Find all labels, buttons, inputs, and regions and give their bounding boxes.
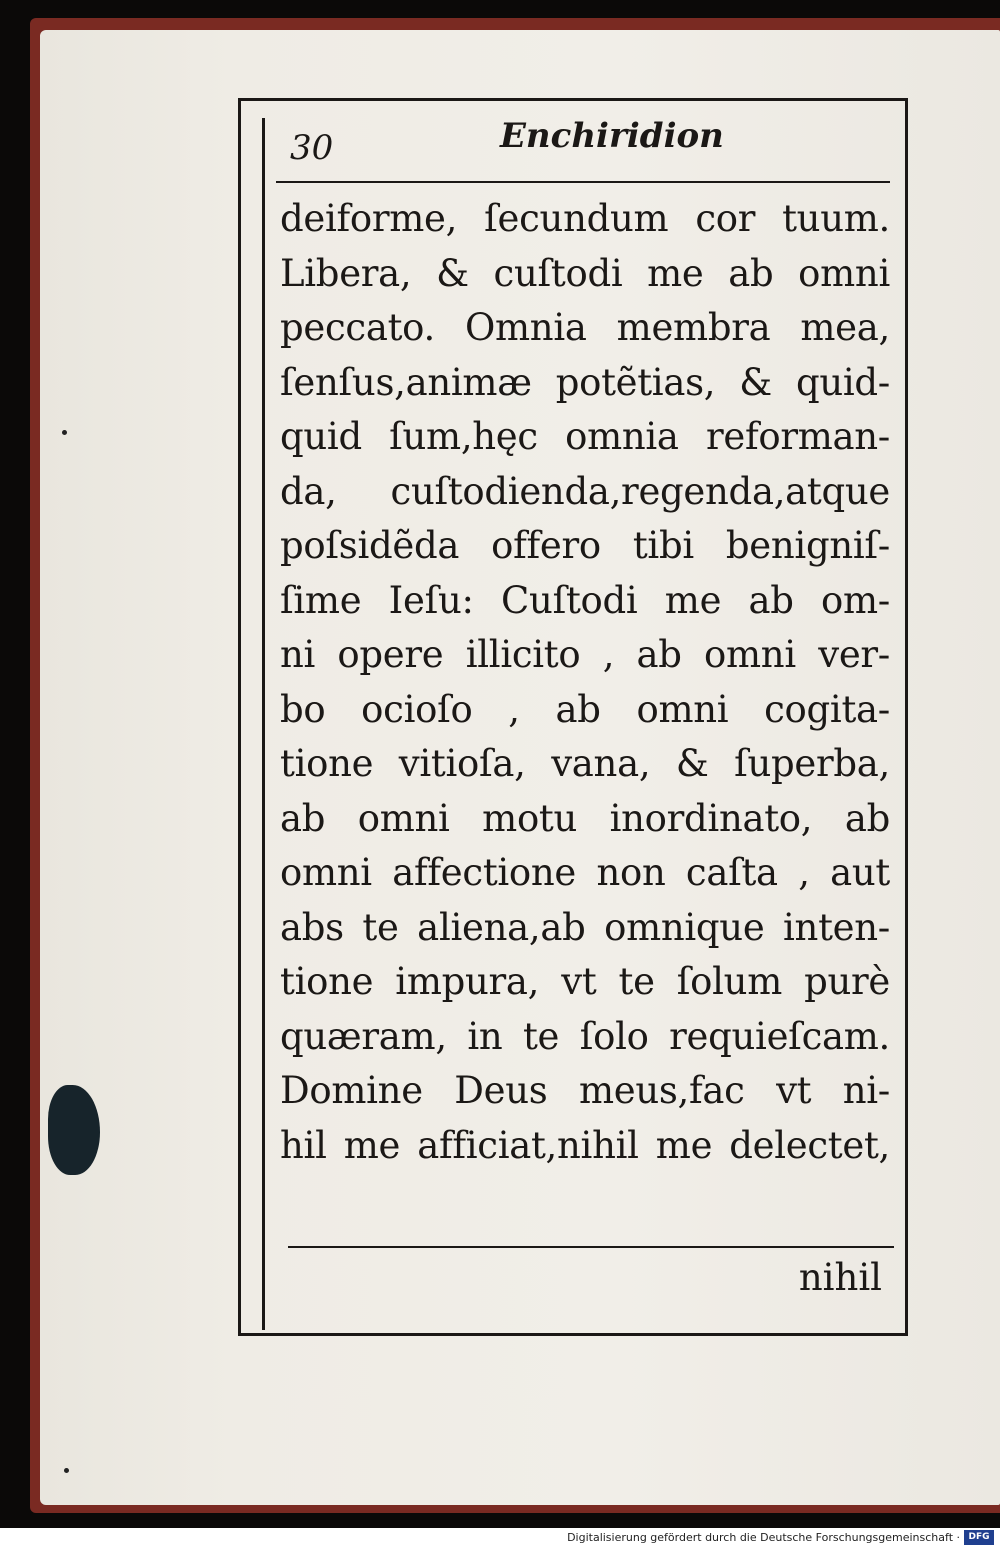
text-line: tione vitioſa, vana, & ſuperba, [280,742,890,785]
text-line: omni affectione non caſta , aut [280,851,890,894]
text-line: tione impura, vt te ſolum purè [280,960,890,1003]
text-line: ab omni motu inordinato, ab [280,796,890,840]
text-line: ſime Ieſu: Cuſtodi me ab om- [280,578,890,622]
text-line: ſenſus,animæ potẽtias, & quid- [280,360,890,404]
text-line: bo ocioſo , ab omni cogita- [280,687,890,731]
ink-stain [48,1085,100,1175]
funding-credit: Digitalisierung gefördert durch die Deutsche Forschungsgemeinschaft · [567,1531,960,1544]
catchword: nihil [798,1256,882,1299]
frame-margin-rule [262,118,265,1330]
dfg-logo-icon: DFG [964,1530,994,1545]
ink-speck [64,1468,69,1473]
text-line: abs te aliena,ab omnique inten- [280,905,890,949]
text-line: ni opere illicito , ab omni ver- [280,633,890,676]
text-line: peccato. Omnia membra mea, [280,306,890,349]
header-rule [276,181,890,183]
text-line: da, cuſtodienda,regenda,atque [280,469,890,513]
text-line: quæram, in te ſolo requieſcam. [280,1014,890,1058]
ink-speck [62,430,67,435]
text-line: Libera, & cuſtodi me ab omni [280,251,890,295]
text-line: poſsidẽda offero tibi benigniſ- [280,524,890,567]
text-line: Domine Deus meus,fac vt ni- [280,1069,890,1112]
text-line: deiforme, ſecundum cor tuum. [280,197,890,240]
footer-rule [288,1246,894,1248]
body-text [280,192,890,1173]
text-line: hil me afficiat,nihil me delectet, [280,1123,890,1167]
text-line: quid ſum,hęc omnia reforman- [280,415,890,458]
page-number: 30 [290,128,334,168]
running-head: Enchiridion [500,116,724,156]
